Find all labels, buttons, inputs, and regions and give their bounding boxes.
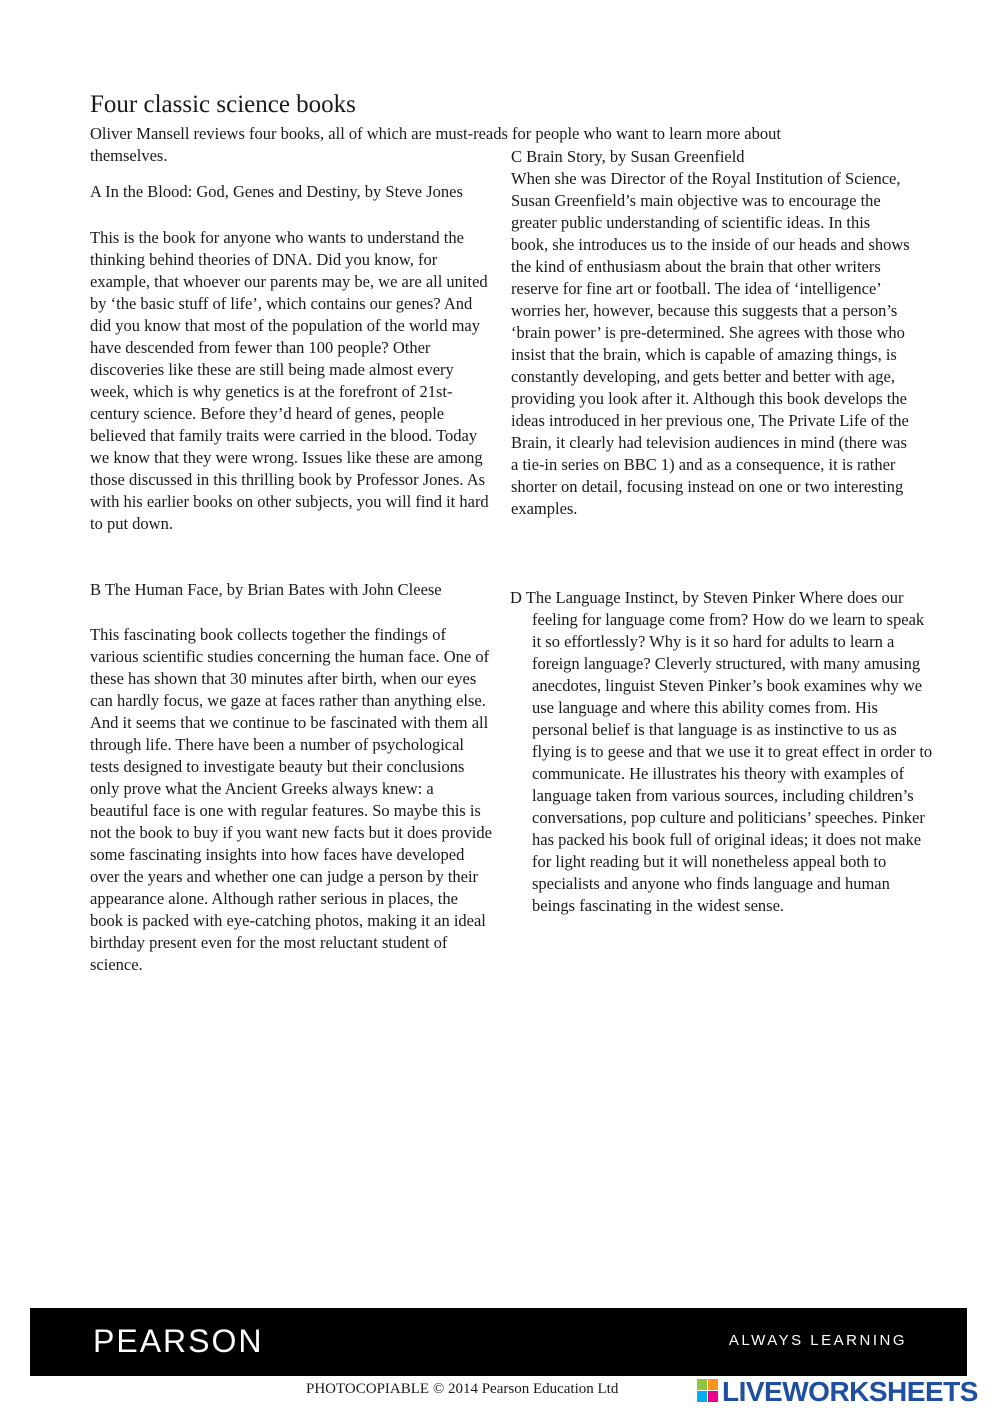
copyright-notice: PHOTOCOPIABLE © 2014 Pearson Education Ltd: [306, 1381, 619, 1397]
book-b-heading: B The Human Face, by Brian Bates with John Cleese: [90, 580, 442, 599]
book-c-heading: C Brain Story, by Susan Greenfield: [511, 147, 745, 166]
intro-text: Oliver Mansell reviews four books, all of which are must-reads for people who want to learn more about themselves.: [90, 124, 781, 165]
book-d-text: D The Language Instinct, by Steven Pinker Where does our feeling for language come from? How do we learn to speak it so effortlessly? Why is it so hard for adults to learn a foreign language? Cleverly structured, with many amusing anecdotes, linguist Steven Pinker’s book examines why we use language and where this ability comes from. His personal belief is that language is as instinctive to us as flying is to geese and that we use it to great effect in order to communicate. He illustrates his theory with examples of language taken from various sources, including children’s conversations, pop culture and politicians’ speeches. Pinker has packed his book full of original ideas; it does not make for light reading but it will nonetheless appeal both to specialists and anyone who finds language and human beings fascinating in the widest sense.: [510, 588, 933, 915]
book-a-body: This is the book for anyone who wants to understand the thinking behind theories of DNA. Did you know, for example, that whoever our parents may be, we are all united by ‘the basic stuff of life’, which contains our genes? And did you know that most of the population of the world may have descended from fewer than 100 people? Other discoveries like these are still being made almost every week, which is why genetics is at the forefront of 21st-century science. Before they’d heard of genes, people believed that family traits were carried in the blood. Today we know that they were wrong. Issues like these are among those discussed in this thrilling book by Professor Jones. As with his earlier books on other subjects, you will find it hard to put down.: [90, 228, 489, 533]
book-c-body: When she was Director of the Royal Institution of Science, Susan Greenfield’s main objective was to encourage the greater public understanding of scientific ideas. In this book, she introduces us to the inside of our heads and shows the kind of enthusiasm about the brain that other writers reserve for fine art or football. The idea of ‘intelligence’ worries her, however, because this suggests that a person’s ‘brain power’ is pre-determined. She agrees with those who insist that the brain, which is capable of amazing things, is constantly developing, and gets better and better with age, providing you look after it. Although this book develops the ideas introduced in her previous one, The Private Life of the Brain, it clearly had television audiences in mind (there was a tie-in series on BBC 1) and as a consequence, it is rather shorter on detail, focusing instead on one or two interesting examples.: [511, 169, 910, 518]
footer-bar: [30, 1308, 967, 1376]
slogan: ALWAYS LEARNING: [728, 1332, 907, 1349]
liveworksheets-icon: [697, 1379, 719, 1403]
book-b-body: This fascinating book collects together the findings of various scientific studies concerning the human face. One of these has shown that 30 minutes after birth, when our eyes can hardly focus, we gaze at faces rather than anything else. And it seems that we continue to be fascinated with them all through life. There have been a number of psychological tests designed to investigate beauty but their conclusions only prove what the Ancient Greeks always knew: a beautiful face is one with regular features. So maybe this is not the book to buy if you want new facts but it does provide some fascinating insights into how faces have developed over the years and whether one can judge a person by their appearance alone. Although rather serious in places, the book is packed with eye-catching photos, making it an ideal birthday present even for the most reluctant student of science.: [90, 625, 492, 974]
page-title: Four classic science books: [90, 91, 356, 118]
liveworksheets-watermark[interactable]: LIVEWORKSHEETS: [722, 1376, 978, 1407]
pearson-logo: PEARSON: [93, 1323, 264, 1359]
book-a-heading: A In the Blood: God, Genes and Destiny, by Steve Jones: [90, 182, 463, 201]
